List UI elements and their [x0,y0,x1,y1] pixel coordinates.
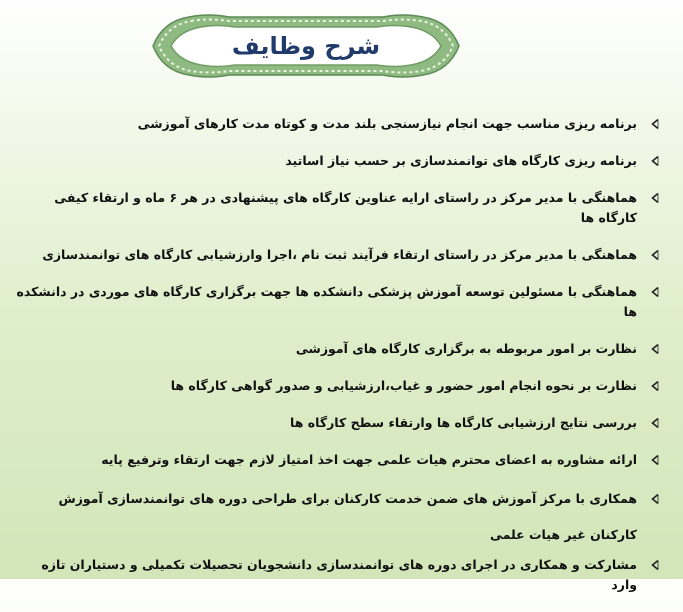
duty-item [15,450,665,470]
check-arrow-icon [647,151,663,171]
duty-item [15,282,665,322]
check-arrow-icon [647,188,663,208]
duty-text: بررسی نتایج ارزشیابی کارگاه ها وارتقاء سطح کارگاه ها [290,415,637,430]
duties-list [15,114,665,612]
duty-text: هماهنگی با مدیر مرکز در راستای ارایه عناوین کارگاه های پیشنهادی در هر ۶ ماه و ارتقاء کیفی کارگاه ها [54,190,637,225]
check-arrow-icon [647,450,663,470]
duty-text: هماهنگی با مسئولین توسعه آموزش پزشکی دانشکده ها جهت برگزاری کارگاه های موردی در دانشکده ها [16,284,637,319]
check-arrow-icon [647,413,663,433]
duty-item [15,376,665,396]
page-title: شرح وظایف [231,32,381,60]
duty-item [15,339,665,359]
duty-text: همکاری با مرکز آموزش های ضمن خدمت کارکنان برای طراحی دوره های توانمندسازی آموزش کارکنان غیر هیات علمی [58,491,637,542]
check-arrow-icon [647,339,663,359]
check-arrow-icon [647,114,663,134]
duty-text: مشارکت و همکاری در اجرای دوره های توانمندسازی دانشجویان تحصیلات تکمیلی و دستیاران تازه وارد [41,557,637,592]
check-arrow-icon [647,282,663,302]
duty-item [15,481,665,553]
duty-text: برنامه ریزی مناسب جهت انجام نیازسنجی بلند مدت و کوتاه مدت کارهای آموزشی [137,116,637,131]
check-arrow-icon [647,489,663,509]
duty-item [15,188,665,228]
title-cartouche [149,13,463,79]
duty-text: هماهنگی با مدیر مرکز در راستای ارتقاء فرآیند ثبت نام ،اجرا وارزشیابی کارگاه های توانمندسازی [42,247,637,262]
duty-text: نظارت بر امور مربوطه به برگزاری کارگاه های آموزشی [295,341,637,356]
duty-item [15,555,665,595]
duty-text: ارائه مشاوره به اعضای محترم هیات علمی جهت اخذ امتیاز لازم جهت ارتقاء وترفیع پایه [101,452,637,467]
duty-item [15,151,665,171]
duty-item [15,114,665,134]
check-arrow-icon [647,555,663,575]
check-arrow-icon [647,376,663,396]
check-arrow-icon [647,245,663,265]
duty-text: نظارت بر نحوه انجام امور حضور و غیاب،ارزشیابی و صدور گواهی کارگاه ها [170,378,637,393]
duty-item [15,413,665,433]
duty-text: برنامه ریزی کارگاه های توانمندسازی بر حسب نیاز اساتید [285,153,637,168]
duty-item [15,245,665,265]
